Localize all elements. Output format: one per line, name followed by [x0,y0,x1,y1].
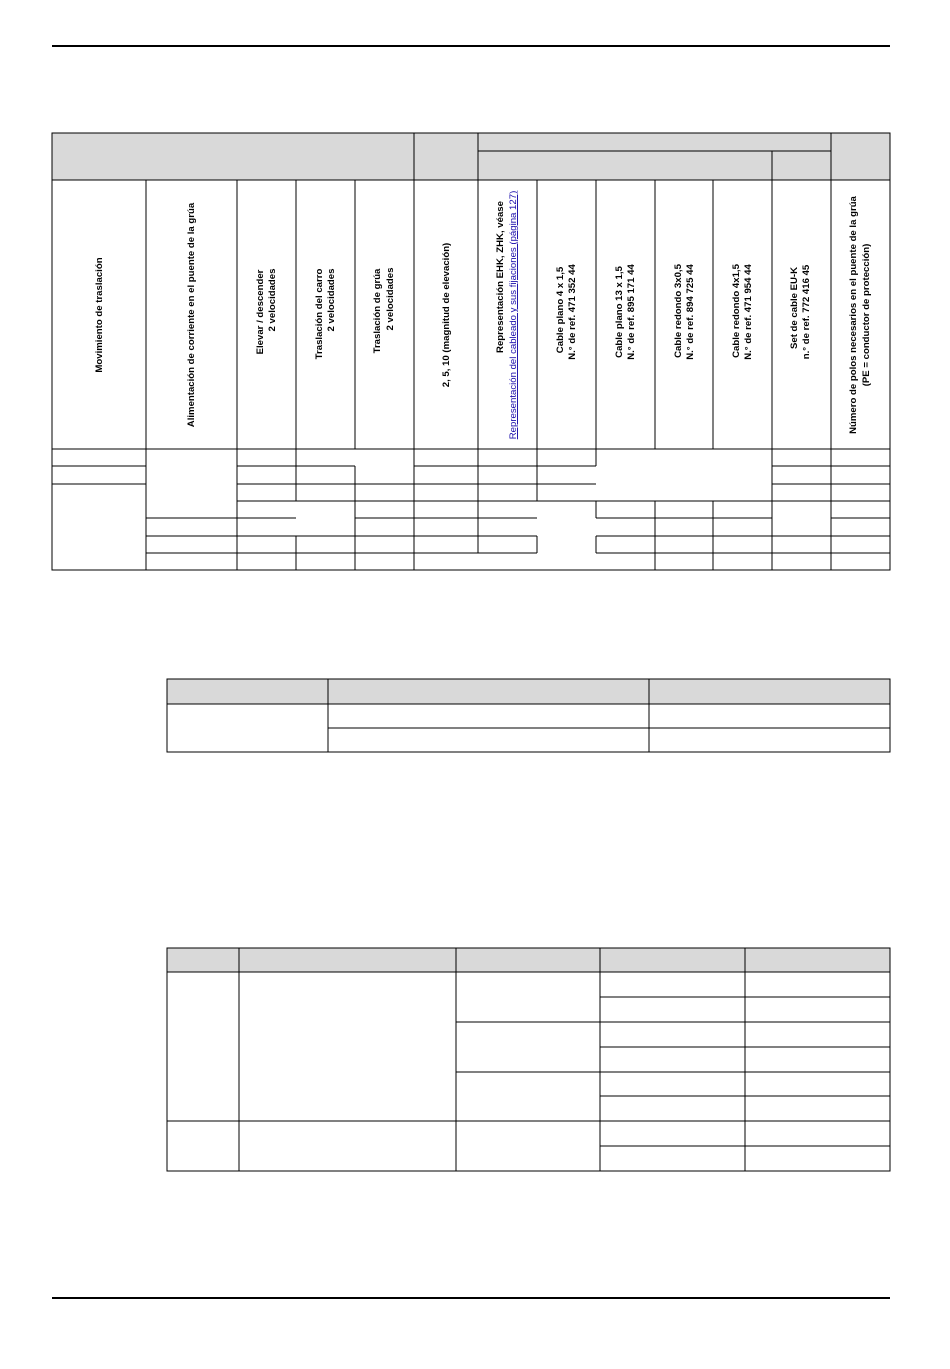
header-plano4-line2: N.° de ref. 471 352 44 [567,264,578,360]
header-elevar-line2: 2 velocidades [267,268,278,332]
header-plano13-line1: Cable plano 13 x 1,5 [614,266,625,358]
representacion-link[interactable]: Representación del cableado y sus fijaciones (página 127) [508,190,519,440]
header-plano4-line1: Cable plano 4 x 1,5 [555,266,566,354]
header-redondo3-line2: N.° de ref. 894 725 44 [685,264,696,360]
header-alimentacion: Alimentación de corriente en el puente de la grúa [186,202,197,428]
table-cable-configurations [52,133,890,570]
header-movimiento: Movimiento de traslación [94,257,105,373]
header-set-line1: Set de cable EU-K [789,266,800,350]
table-3 [167,948,890,1171]
header-grua-line1: Traslación de grúa [372,268,383,354]
header-set-line2: n.° de ref. 772 416 45 [801,264,812,360]
header-redondo3-line1: Cable redondo 3x0,5 [673,264,684,358]
header-polos-line2: (PE = conductor de protección) [861,243,872,387]
header-carro-line2: 2 velocidades [326,268,337,332]
header-redondo4-line1: Cable redondo 4x1,5 [731,264,742,358]
header-redondo4-line2: N.° de ref. 471 954 44 [743,264,754,360]
header-polos-line1: Número de polos necesarios en el puente de la grúa [848,196,859,434]
table1-header-labels [94,191,872,440]
table-2 [167,679,890,752]
header-elevar-line1: Elevar / descender [255,269,266,355]
header-grua-line2: 2 velocidades [385,267,396,331]
header-representacion-line1: Representación EHK, ZHK, véase [495,201,506,353]
header-magnitud: 2, 5, 10 (magnitud de elevación) [441,242,452,388]
header-plano13-line2: N.° de ref. 895 171 44 [626,264,637,360]
header-carro-line1: Traslación del carro [314,268,325,360]
